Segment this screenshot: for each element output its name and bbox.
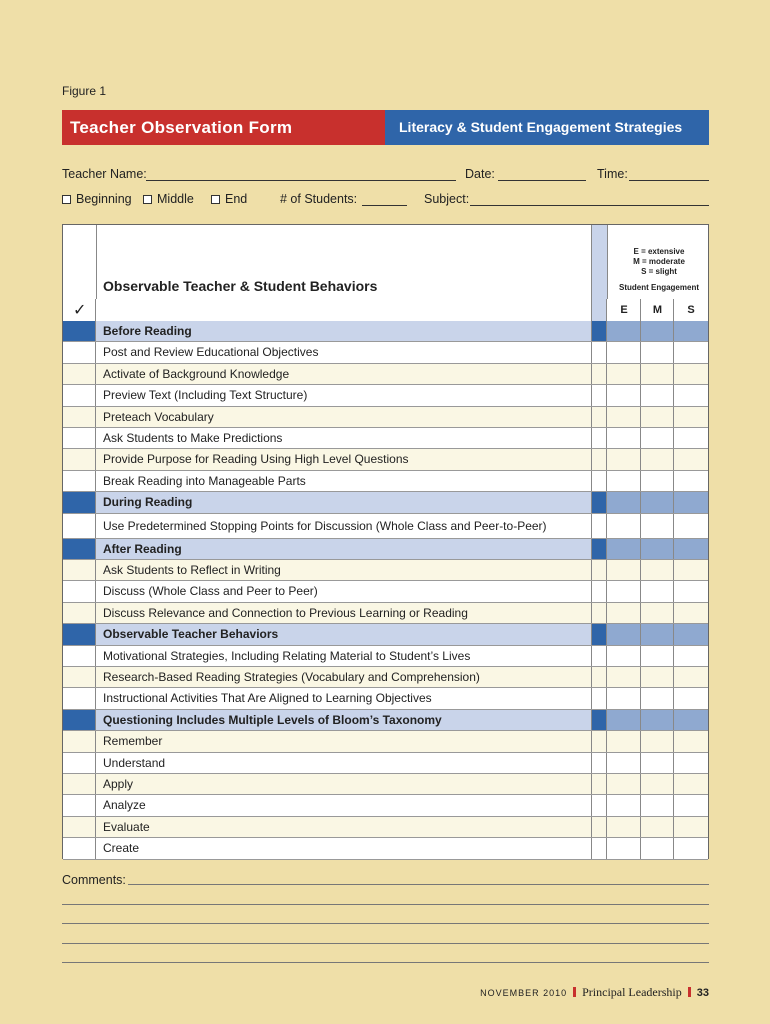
- rating-cell-s[interactable]: [674, 407, 708, 427]
- behavior-label: Remember: [103, 734, 163, 749]
- rating-cell-m[interactable]: [641, 471, 674, 491]
- marker-cell[interactable]: [591, 581, 607, 601]
- rating-cell-s[interactable]: [674, 646, 708, 666]
- section-title: After Reading: [103, 541, 182, 556]
- footer-month: NOVEMBER 2010: [480, 988, 568, 998]
- marker-cell[interactable]: [591, 385, 607, 405]
- behavior-label: Preview Text (Including Text Structure): [103, 388, 308, 403]
- col-s: S: [687, 304, 695, 316]
- table-row: [63, 385, 708, 406]
- check-cell: [63, 321, 96, 341]
- rating-cell-s[interactable]: [674, 795, 708, 815]
- rating-cell-e: [607, 321, 641, 341]
- table-row: [63, 753, 708, 774]
- end-checkbox[interactable]: [211, 195, 220, 204]
- time-field[interactable]: [629, 168, 709, 181]
- rating-cell-e[interactable]: [607, 428, 641, 448]
- marker-cell[interactable]: [591, 731, 607, 751]
- check-cell[interactable]: [63, 514, 96, 538]
- rating-cell-m: [641, 539, 674, 559]
- rating-cell-m: [641, 624, 674, 644]
- check-cell[interactable]: [63, 581, 96, 601]
- marker-cell[interactable]: [591, 560, 607, 580]
- key-extensive: E = extensive: [633, 247, 685, 256]
- marker-cell[interactable]: [591, 688, 607, 708]
- table-row: [63, 364, 708, 385]
- behavior-label: Create: [103, 841, 140, 856]
- rating-cell-s[interactable]: [674, 514, 708, 538]
- date-field[interactable]: [498, 168, 586, 181]
- rating-cell-m[interactable]: [641, 667, 674, 687]
- section-title: Questioning Includes Multiple Levels of Bloom’s Taxonomy: [103, 712, 442, 727]
- rating-cell-m[interactable]: [641, 603, 674, 623]
- rating-cell-m[interactable]: [641, 646, 674, 666]
- beginning-label: Beginning: [76, 192, 132, 206]
- rating-cell-s: [674, 492, 708, 512]
- rating-cell-e[interactable]: [607, 688, 641, 708]
- table-row: [63, 667, 708, 688]
- comments-line[interactable]: [128, 884, 709, 885]
- behavior-label: Discuss (Whole Class and Peer to Peer): [103, 584, 318, 599]
- table-row: [63, 449, 708, 470]
- rating-cell-s[interactable]: [674, 817, 708, 837]
- section-header-row: [63, 710, 708, 731]
- marker-cell[interactable]: [591, 817, 607, 837]
- check-cell[interactable]: [63, 838, 96, 858]
- table-row: [63, 407, 708, 428]
- engagement-key: [610, 247, 708, 277]
- page-number: 33: [696, 987, 709, 999]
- marker-cell[interactable]: [591, 838, 607, 858]
- behavior-label: Activate of Background Knowledge: [103, 366, 290, 381]
- marker-cell[interactable]: [591, 407, 607, 427]
- footer-divider: [573, 987, 576, 997]
- rating-cell-m[interactable]: [641, 560, 674, 580]
- rating-cell-m[interactable]: [641, 449, 674, 469]
- rating-cell-s[interactable]: [674, 471, 708, 491]
- behavior-label: Understand: [103, 755, 166, 770]
- rating-cell-s[interactable]: [674, 774, 708, 794]
- subject-label: Subject:: [424, 192, 470, 206]
- rating-cell-e[interactable]: [607, 342, 641, 362]
- check-cell[interactable]: [63, 342, 96, 362]
- rating-cell-m[interactable]: [641, 753, 674, 773]
- rating-cell-s[interactable]: [674, 688, 708, 708]
- table-row: [63, 688, 708, 709]
- check-cell[interactable]: [63, 364, 96, 384]
- rating-cell-s: [674, 539, 708, 559]
- marker-cell[interactable]: [591, 646, 607, 666]
- marker-cell[interactable]: [591, 603, 607, 623]
- rating-cell-m[interactable]: [641, 838, 674, 858]
- rating-cell-e: [607, 539, 641, 559]
- date-label: Date:: [465, 167, 495, 181]
- table-title: Observable Teacher & Student Behaviors: [103, 278, 378, 294]
- teacher-name-label: Teacher Name:: [62, 167, 147, 181]
- behavior-label: Motivational Strategies, Including Relating Material to Student’s Lives: [103, 648, 471, 663]
- rating-cell-e[interactable]: [607, 385, 641, 405]
- rating-cell-m: [641, 321, 674, 341]
- behavior-label: Use Predetermined Stopping Points for Discussion (Whole Class and Peer-to-Peer): [103, 518, 547, 533]
- marker-cell[interactable]: [591, 774, 607, 794]
- rating-cell-e[interactable]: [607, 603, 641, 623]
- rating-cell-m[interactable]: [641, 795, 674, 815]
- rating-cell-s[interactable]: [674, 731, 708, 751]
- beginning-option[interactable]: [62, 192, 132, 206]
- check-cell[interactable]: [63, 753, 96, 773]
- rating-cell-e: [607, 624, 641, 644]
- marker-cell: [591, 321, 607, 341]
- rating-cell-e[interactable]: [607, 731, 641, 751]
- engagement-label: Student Engagement: [618, 283, 699, 292]
- rating-cell-e: [607, 492, 641, 512]
- check-cell: [63, 710, 96, 730]
- check-cell[interactable]: [63, 471, 96, 491]
- rating-cell-m[interactable]: [641, 385, 674, 405]
- table-row: [63, 560, 708, 581]
- behavior-label: Break Reading into Manageable Parts: [103, 473, 306, 488]
- check-cell[interactable]: [63, 603, 96, 623]
- check-cell[interactable]: [63, 795, 96, 815]
- section-title: During Reading: [103, 495, 193, 510]
- check-cell[interactable]: [63, 817, 96, 837]
- behavior-label: Discuss Relevance and Connection to Previous Learning or Reading: [103, 605, 468, 620]
- check-cell[interactable]: [63, 385, 96, 405]
- check-cell[interactable]: [63, 407, 96, 427]
- rating-cell-e[interactable]: [607, 364, 641, 384]
- behavior-label: Ask Students to Make Predictions: [103, 431, 283, 445]
- beginning-checkbox[interactable]: [62, 195, 71, 204]
- rating-cell-e[interactable]: [607, 514, 641, 538]
- rating-cell-e[interactable]: [607, 449, 641, 469]
- rating-cell-e[interactable]: [607, 667, 641, 687]
- key-slight: S = slight: [641, 267, 677, 276]
- students-label: # of Students:: [280, 192, 358, 206]
- end-option[interactable]: [211, 192, 247, 206]
- rating-cell-e[interactable]: [607, 838, 641, 858]
- form-title: Teacher Observation Form: [62, 110, 385, 145]
- marker-cell[interactable]: [591, 428, 607, 448]
- col-m: M: [652, 304, 663, 316]
- section-header-row: [63, 321, 708, 342]
- check-cell: [63, 624, 96, 644]
- rating-cell-s: [674, 710, 708, 730]
- rating-cell-s[interactable]: [674, 581, 708, 601]
- rating-cell-s: [674, 321, 708, 341]
- rating-cell-m[interactable]: [641, 774, 674, 794]
- rating-cell-m[interactable]: [641, 817, 674, 837]
- rating-cell-s[interactable]: [674, 342, 708, 362]
- rating-cell-e[interactable]: [607, 560, 641, 580]
- rating-cell-s[interactable]: [674, 364, 708, 384]
- check-cell[interactable]: [63, 560, 96, 580]
- marker-cell[interactable]: [591, 667, 607, 687]
- table-row: [63, 428, 708, 449]
- time-label: Time:: [597, 167, 628, 181]
- rating-cell-e[interactable]: [607, 407, 641, 427]
- check-cell[interactable]: [63, 667, 96, 687]
- key-moderate: M = moderate: [633, 257, 685, 266]
- marker-cell[interactable]: [591, 364, 607, 384]
- rating-cell-m[interactable]: [641, 342, 674, 362]
- form-subtitle: Literacy & Student Engagement Strategies: [385, 110, 709, 145]
- figure-label: Figure 1: [62, 84, 107, 98]
- middle-label: Middle: [157, 192, 194, 206]
- teacher-name-field[interactable]: [146, 168, 456, 181]
- marker-cell[interactable]: [591, 514, 607, 538]
- table-row: [63, 817, 708, 838]
- marker-cell: [591, 492, 607, 512]
- check-cell: [63, 539, 96, 559]
- behavior-label: Research-Based Reading Strategies (Vocabulary and Comprehension): [103, 670, 480, 684]
- check-cell: [63, 492, 96, 512]
- behavior-label: Preteach Vocabulary: [103, 409, 214, 424]
- table-header: [63, 225, 708, 300]
- table-row: [63, 342, 708, 363]
- checkmark-icon: ✓: [73, 302, 87, 319]
- rating-cell-s[interactable]: [674, 449, 708, 469]
- rating-cell-e[interactable]: [607, 774, 641, 794]
- rating-cell-s[interactable]: [674, 560, 708, 580]
- marker-cell[interactable]: [591, 449, 607, 469]
- table-row: [63, 795, 708, 816]
- page-footer: [470, 985, 709, 1000]
- rating-cell-e[interactable]: [607, 817, 641, 837]
- check-cell[interactable]: [63, 428, 96, 448]
- behavior-label: Post and Review Educational Objectives: [103, 345, 319, 360]
- footer-divider: [688, 987, 691, 997]
- end-label: End: [225, 192, 248, 206]
- check-cell[interactable]: [63, 774, 96, 794]
- column-header-row: [63, 299, 708, 322]
- rating-cell-e: [607, 710, 641, 730]
- rating-cell-s: [674, 624, 708, 644]
- behavior-label: Ask Students to Reflect in Writing: [103, 563, 281, 577]
- comments-line[interactable]: [62, 923, 709, 924]
- table-row: [63, 471, 708, 492]
- rating-cell-m[interactable]: [641, 731, 674, 751]
- behavior-label: Evaluate: [103, 819, 150, 834]
- check-cell[interactable]: [63, 646, 96, 666]
- comments-line[interactable]: [62, 943, 709, 944]
- table-row: [63, 774, 708, 795]
- footer-publication: Principal Leadership: [582, 985, 682, 999]
- check-cell[interactable]: [63, 731, 96, 751]
- middle-option[interactable]: [143, 192, 194, 206]
- rating-cell-m[interactable]: [641, 428, 674, 448]
- students-field[interactable]: [362, 193, 407, 206]
- table-row: [63, 581, 708, 602]
- rating-cell-m: [641, 710, 674, 730]
- rating-cell-m[interactable]: [641, 407, 674, 427]
- section-header-row: [63, 539, 708, 560]
- rating-cell-s[interactable]: [674, 428, 708, 448]
- comments-line[interactable]: [62, 904, 709, 905]
- rating-cell-s[interactable]: [674, 603, 708, 623]
- rating-cell-e[interactable]: [607, 753, 641, 773]
- behavior-label: Apply: [103, 777, 134, 791]
- rating-cell-m[interactable]: [641, 364, 674, 384]
- comments-label: Comments:: [62, 873, 126, 887]
- rating-cell-s[interactable]: [674, 753, 708, 773]
- rating-cell-m[interactable]: [641, 688, 674, 708]
- table-row: [63, 514, 708, 539]
- behavior-label: Provide Purpose for Reading Using High Level Questions: [103, 452, 409, 467]
- subject-field[interactable]: [470, 193, 709, 206]
- marker-cell: [591, 710, 607, 730]
- table-row: [63, 731, 708, 752]
- observation-table: [62, 224, 709, 859]
- col-e: E: [620, 304, 628, 316]
- table-row: [63, 603, 708, 624]
- section-header-row: [63, 492, 708, 513]
- rating-cell-m[interactable]: [641, 514, 674, 538]
- rating-cell-s[interactable]: [674, 385, 708, 405]
- rating-cell-m[interactable]: [641, 581, 674, 601]
- marker-cell[interactable]: [591, 753, 607, 773]
- rating-cell-e[interactable]: [607, 795, 641, 815]
- rating-cell-m: [641, 492, 674, 512]
- section-title: Observable Teacher Behaviors: [103, 627, 279, 642]
- rating-cell-e[interactable]: [607, 471, 641, 491]
- check-cell[interactable]: [63, 688, 96, 708]
- table-row: [63, 838, 708, 859]
- table-row: [63, 646, 708, 667]
- rating-cell-s[interactable]: [674, 838, 708, 858]
- marker-cell: [591, 624, 607, 644]
- rating-cell-e[interactable]: [607, 646, 641, 666]
- check-cell[interactable]: [63, 449, 96, 469]
- section-title: Before Reading: [103, 324, 192, 338]
- middle-checkbox[interactable]: [143, 195, 152, 204]
- rating-cell-e[interactable]: [607, 581, 641, 601]
- comments-line[interactable]: [62, 962, 709, 963]
- marker-cell[interactable]: [591, 471, 607, 491]
- behavior-label: Analyze: [103, 798, 146, 813]
- behavior-label: Instructional Activities That Are Aligned to Learning Objectives: [103, 691, 432, 706]
- marker-cell[interactable]: [591, 795, 607, 815]
- rating-cell-s[interactable]: [674, 667, 708, 687]
- section-header-row: [63, 624, 708, 645]
- marker-cell[interactable]: [591, 342, 607, 362]
- form-banner: [62, 110, 709, 145]
- marker-cell: [591, 539, 607, 559]
